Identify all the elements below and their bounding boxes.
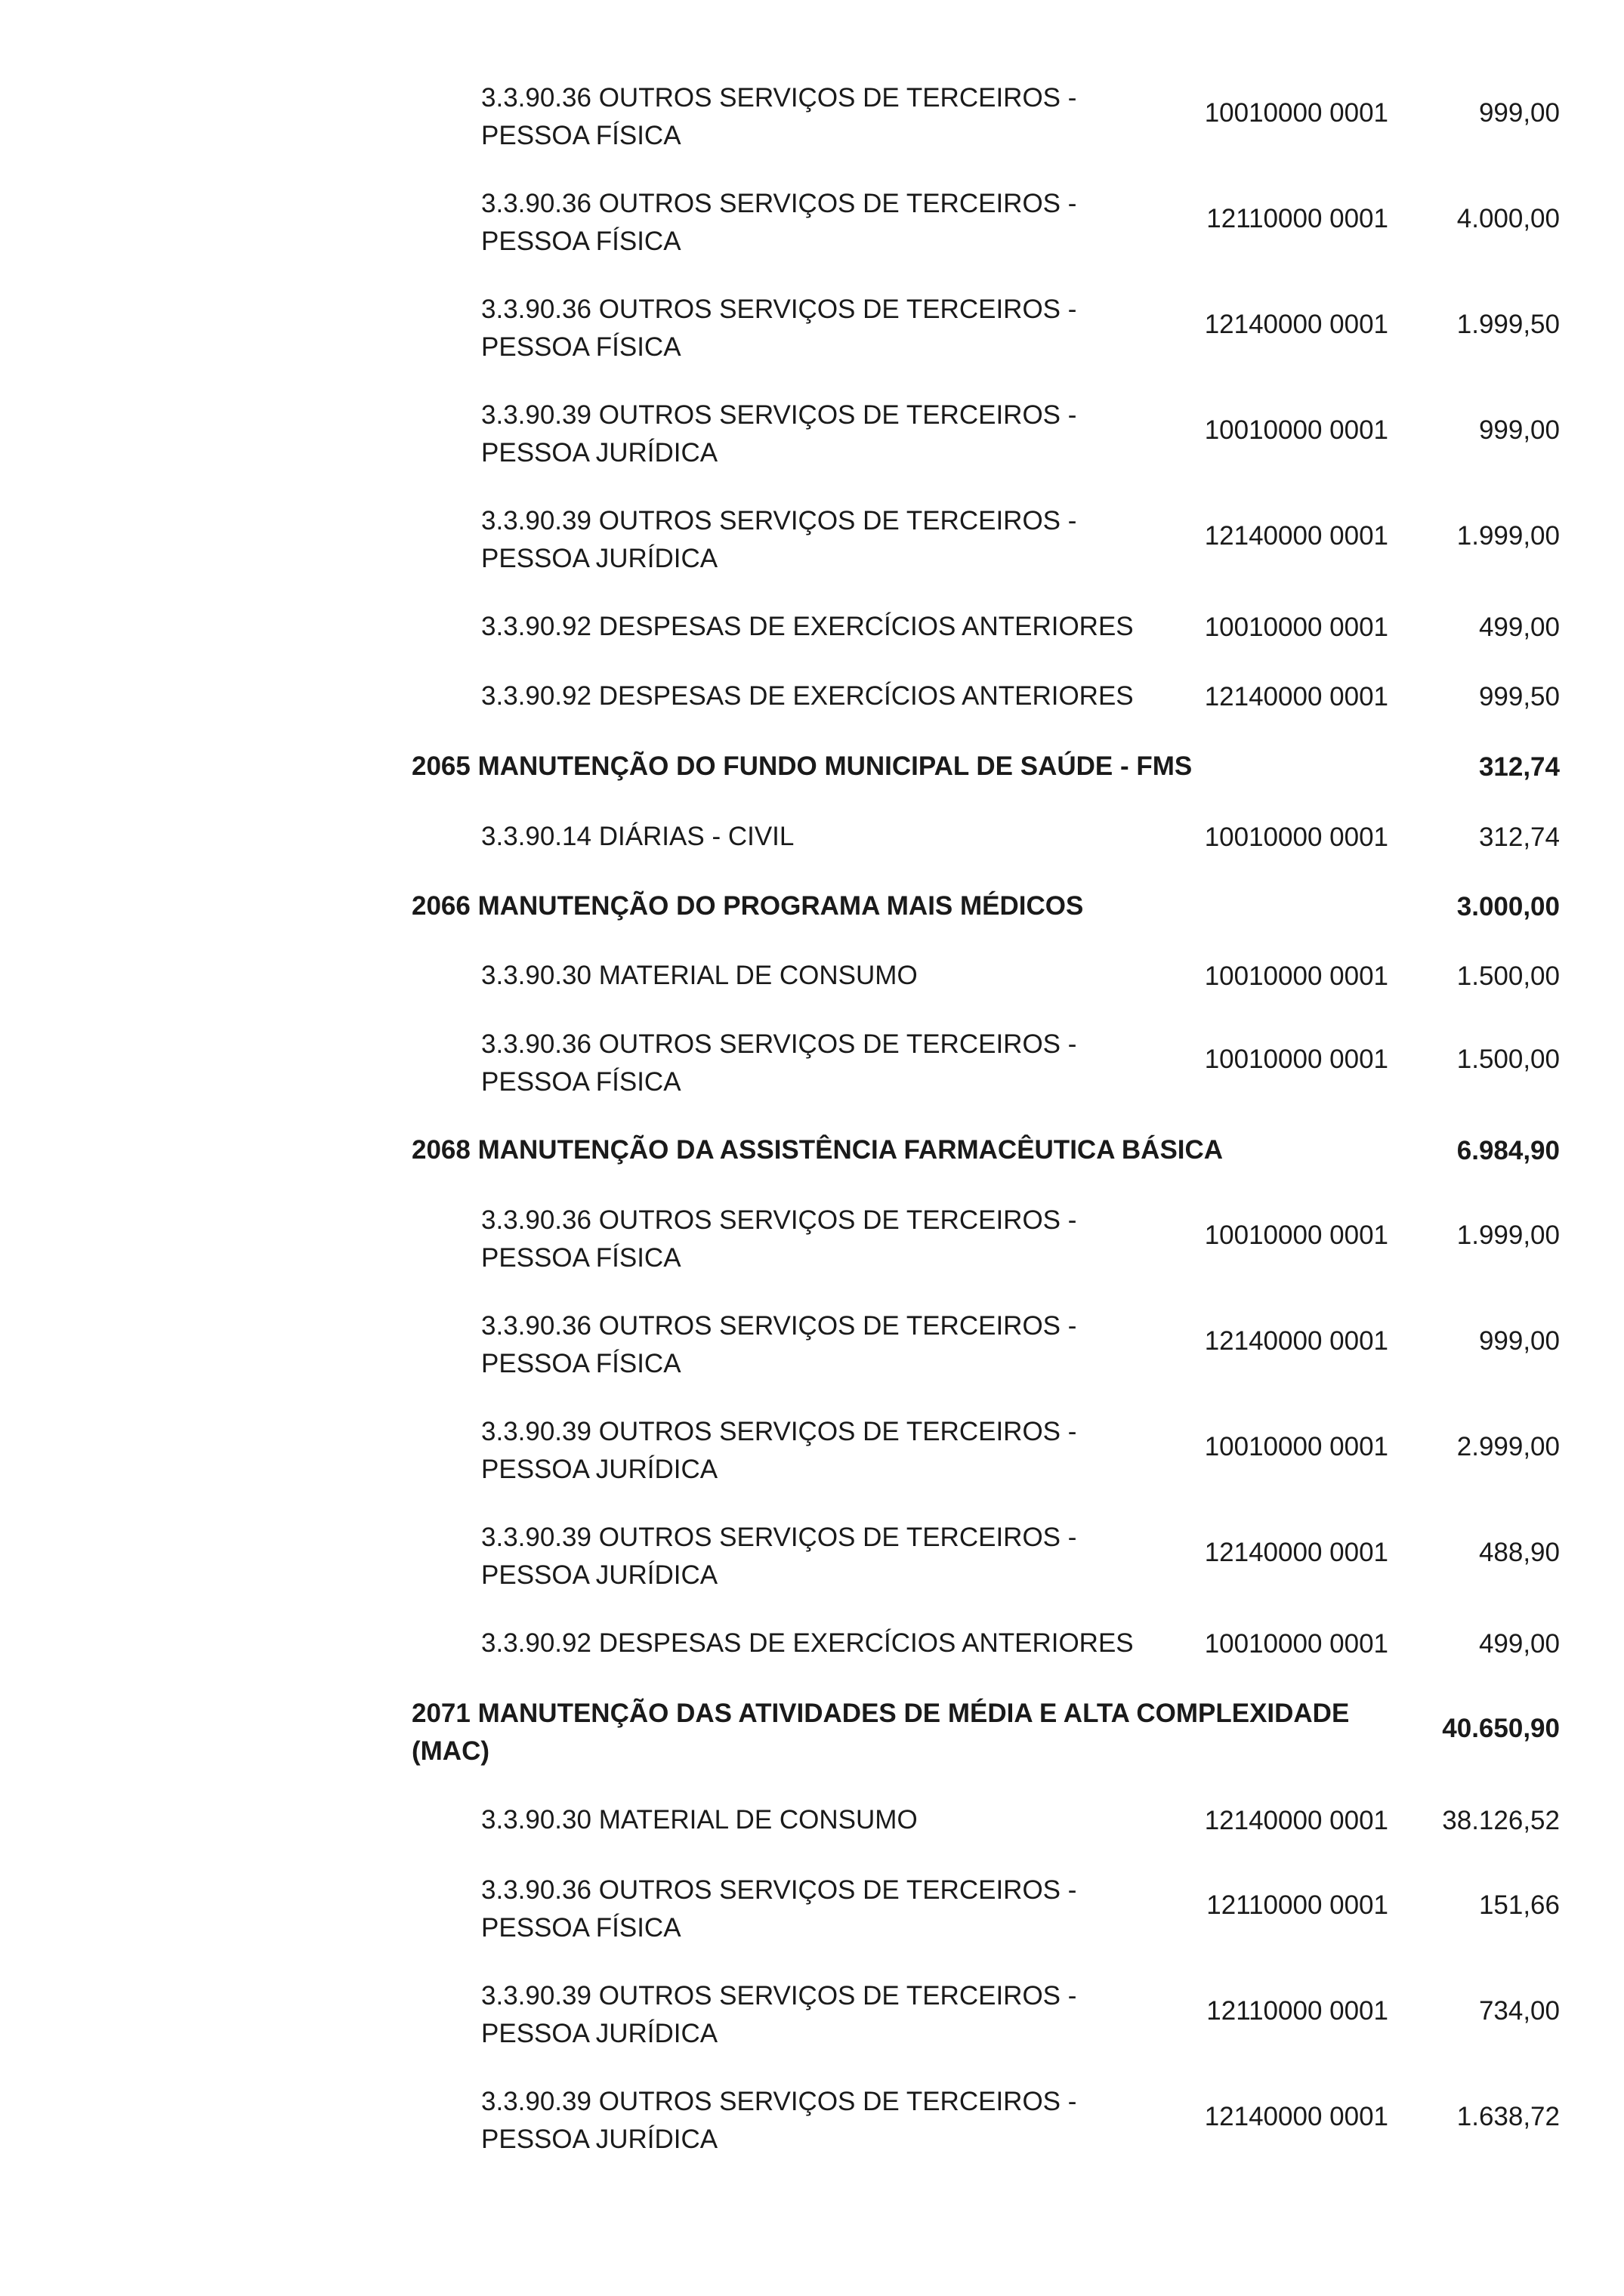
table-row — [0, 397, 1624, 472]
action-total: 40.650,90 — [1442, 1714, 1560, 1743]
table-row — [0, 1977, 1624, 2053]
action-heading-row — [0, 1131, 1624, 1169]
expense-description: 3.3.90.30 MATERIAL DE CONSUMO — [481, 1805, 918, 1835]
resource-source: 10010000 0001 — [1204, 1045, 1388, 1074]
expense-description: 3.3.90.36 OUTROS SERVIÇOS DE TERCEIROS - PESSOA FÍSICA — [481, 295, 1077, 362]
resource-source: 10010000 0001 — [1204, 415, 1388, 445]
expense-description: 3.3.90.36 OUTROS SERVIÇOS DE TERCEIROS - PESSOA FÍSICA — [481, 1311, 1077, 1378]
table-row — [0, 185, 1624, 261]
table-row — [0, 291, 1624, 366]
resource-source: 10010000 0001 — [1204, 822, 1388, 852]
action-total: 6.984,90 — [1456, 1136, 1560, 1165]
table-row — [0, 502, 1624, 578]
expense-description: 3.3.90.92 DESPESAS DE EXERCÍCIOS ANTERIORES — [481, 681, 1134, 711]
expense-description: 3.3.90.39 OUTROS SERVIÇOS DE TERCEIROS - PESSOA JURÍDICA — [481, 2087, 1077, 2154]
resource-source: 10010000 0001 — [1204, 613, 1388, 642]
resource-source: 12110000 0001 — [1206, 1996, 1388, 2026]
resource-source: 12140000 0001 — [1204, 1538, 1388, 1567]
action-heading-row — [0, 1695, 1624, 1770]
amount: 312,74 — [1478, 822, 1560, 852]
amount: 999,00 — [1478, 98, 1560, 128]
resource-source: 12140000 0001 — [1204, 2102, 1388, 2131]
amount: 1.638,72 — [1456, 2102, 1560, 2131]
resource-source: 12140000 0001 — [1204, 682, 1388, 711]
amount: 734,00 — [1478, 1996, 1560, 2026]
table-row — [0, 818, 1624, 856]
amount: 1.500,00 — [1456, 961, 1560, 991]
expense-description: 3.3.90.92 DESPESAS DE EXERCÍCIOS ANTERIORES — [481, 1628, 1134, 1658]
amount: 488,90 — [1478, 1538, 1560, 1567]
table-row — [0, 1872, 1624, 1947]
expense-description: 3.3.90.36 OUTROS SERVIÇOS DE TERCEIROS - PESSOA FÍSICA — [481, 83, 1077, 150]
expense-description: 3.3.90.39 OUTROS SERVIÇOS DE TERCEIROS - PESSOA JURÍDICA — [481, 400, 1077, 468]
table-row — [0, 677, 1624, 715]
table-row — [0, 79, 1624, 155]
table-row — [0, 1026, 1624, 1101]
action-heading-row — [0, 748, 1624, 785]
resource-source: 12140000 0001 — [1204, 1326, 1388, 1356]
resource-source: 12110000 0001 — [1206, 204, 1388, 233]
expense-description: 3.3.90.30 MATERIAL DE CONSUMO — [481, 961, 918, 990]
expense-description: 3.3.90.92 DESPESAS DE EXERCÍCIOS ANTERIORES — [481, 612, 1134, 641]
amount: 38.126,52 — [1442, 1806, 1560, 1835]
resource-source: 12140000 0001 — [1204, 1806, 1388, 1835]
action-heading-row — [0, 887, 1624, 925]
amount: 4.000,00 — [1456, 204, 1560, 233]
expense-description: 3.3.90.36 OUTROS SERVIÇOS DE TERCEIROS - PESSOA FÍSICA — [481, 189, 1077, 256]
expense-description: 3.3.90.14 DIÁRIAS - CIVIL — [481, 822, 795, 851]
amount: 1.500,00 — [1456, 1045, 1560, 1074]
expense-description: 3.3.90.39 OUTROS SERVIÇOS DE TERCEIROS - PESSOA JURÍDICA — [481, 506, 1077, 573]
amount: 2.999,00 — [1456, 1432, 1560, 1461]
amount: 499,00 — [1478, 613, 1560, 642]
expense-description: 3.3.90.36 OUTROS SERVIÇOS DE TERCEIROS - PESSOA FÍSICA — [481, 1875, 1077, 1943]
action-total: 312,74 — [1478, 752, 1560, 782]
resource-source: 10010000 0001 — [1204, 1221, 1388, 1250]
table-row — [0, 608, 1624, 646]
amount: 999,00 — [1478, 415, 1560, 445]
action-title: 2065 MANUTENÇÃO DO FUNDO MUNICIPAL DE SAÚDE - FMS — [412, 751, 1193, 781]
table-row — [0, 1801, 1624, 1839]
action-title: 2071 MANUTENÇÃO DAS ATIVIDADES DE MÉDIA E ALTA COMPLEXIDADE (MAC) — [412, 1699, 1350, 1766]
expense-description: 3.3.90.36 OUTROS SERVIÇOS DE TERCEIROS - PESSOA FÍSICA — [481, 1205, 1077, 1273]
resource-source: 10010000 0001 — [1204, 961, 1388, 991]
expense-description: 3.3.90.39 OUTROS SERVIÇOS DE TERCEIROS - PESSOA JURÍDICA — [481, 1523, 1077, 1590]
amount: 499,00 — [1478, 1629, 1560, 1659]
expense-description: 3.3.90.36 OUTROS SERVIÇOS DE TERCEIROS - PESSOA FÍSICA — [481, 1029, 1077, 1097]
table-row — [0, 1413, 1624, 1489]
expense-description: 3.3.90.39 OUTROS SERVIÇOS DE TERCEIROS - PESSOA JURÍDICA — [481, 1981, 1077, 2048]
resource-source: 10010000 0001 — [1204, 1432, 1388, 1461]
expense-description: 3.3.90.39 OUTROS SERVIÇOS DE TERCEIROS - PESSOA JURÍDICA — [481, 1417, 1077, 1484]
amount: 1.999,00 — [1456, 521, 1560, 551]
action-title: 2066 MANUTENÇÃO DO PROGRAMA MAIS MÉDICOS — [412, 891, 1084, 921]
table-row — [0, 1202, 1624, 1277]
amount: 1.999,00 — [1456, 1221, 1560, 1250]
amount: 999,50 — [1478, 682, 1560, 711]
resource-source: 12140000 0001 — [1204, 521, 1388, 551]
amount: 1.999,50 — [1456, 310, 1560, 339]
action-title: 2068 MANUTENÇÃO DA ASSISTÊNCIA FARMACÊUTICA BÁSICA — [412, 1135, 1224, 1165]
table-row — [0, 2083, 1624, 2159]
amount: 999,00 — [1478, 1326, 1560, 1356]
resource-source: 12140000 0001 — [1204, 310, 1388, 339]
resource-source: 10010000 0001 — [1204, 98, 1388, 128]
resource-source: 12110000 0001 — [1206, 1890, 1388, 1920]
amount: 151,66 — [1478, 1890, 1560, 1920]
action-total: 3.000,00 — [1456, 892, 1560, 921]
table-row — [0, 1307, 1624, 1383]
resource-source: 10010000 0001 — [1204, 1629, 1388, 1659]
table-row — [0, 957, 1624, 995]
table-row — [0, 1519, 1624, 1594]
table-row — [0, 1625, 1624, 1662]
